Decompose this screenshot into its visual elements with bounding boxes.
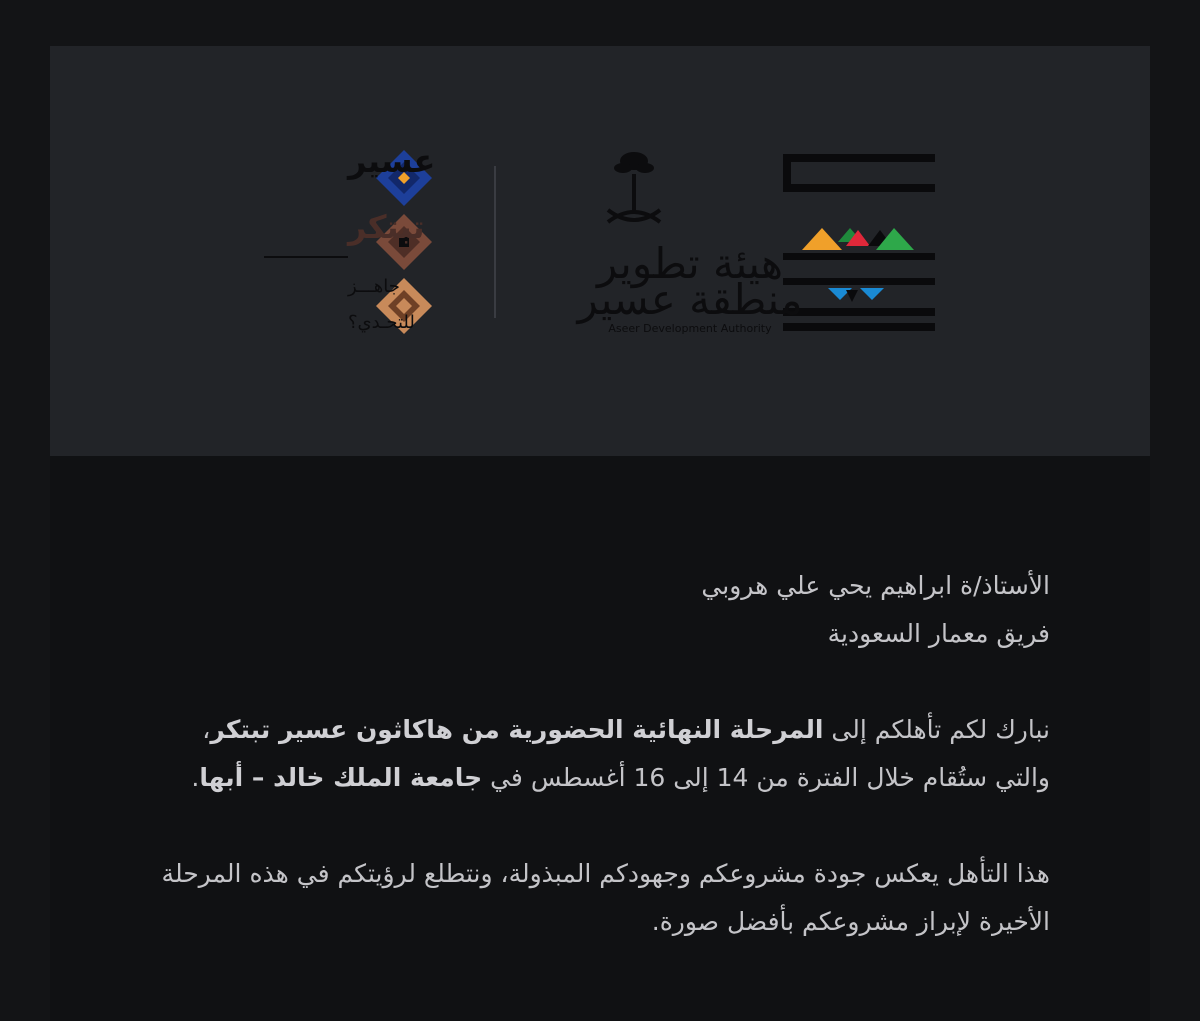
- email-body: [50, 456, 1150, 1021]
- email-card: [50, 46, 1150, 1021]
- congrats-text-1: نبارك لكم تأهلكم إلى: [823, 715, 1050, 744]
- congrats-paragraph: [150, 706, 1050, 802]
- congrats-text-3: .: [191, 763, 200, 792]
- adda-mark-icon: [783, 154, 935, 331]
- venue-highlight: جامعة الملك خالد – أبها: [199, 763, 483, 792]
- adda-name-line1: هيئة تطوير: [596, 239, 784, 288]
- recipient-name: الأستاذ/ة ابراهيم يحي علي هروبي: [701, 571, 1050, 600]
- email-text: [150, 562, 1050, 946]
- hackathon-underline: [264, 256, 348, 258]
- saudi-emblem-icon: [608, 152, 660, 222]
- logo-divider: [494, 166, 496, 318]
- congrats-text-2: ، والتي ستُقام خلال الفترة من 14 إلى 16 أغسطس في: [202, 715, 1050, 792]
- final-stage-highlight: المرحلة النهائية الحضورية من هاكاثون عسير تبتكر: [210, 715, 824, 744]
- header-banner: [50, 46, 1150, 456]
- header-logos: [50, 46, 1150, 456]
- hackathon-name-line2: تبتكر: [348, 208, 425, 246]
- tagline-line2: للتحـدي؟: [348, 312, 415, 333]
- hackathon-name-line1: عسير: [348, 142, 436, 180]
- adda-name-line2: منطقة عسير: [577, 275, 803, 324]
- adda-name-english: Aseer Development Authority: [608, 322, 772, 335]
- tagline-line1: جاهـــز: [348, 276, 400, 297]
- team-name: فريق معمار السعودية: [827, 619, 1050, 648]
- closing-paragraph: هذا التأهل يعكس جودة مشروعكم وجهودكم المبذولة، ونتطلع لرؤيتكم في هذه المرحلة الأخيرة لإبراز مشروعكم بأفضل صورة.: [161, 859, 1050, 936]
